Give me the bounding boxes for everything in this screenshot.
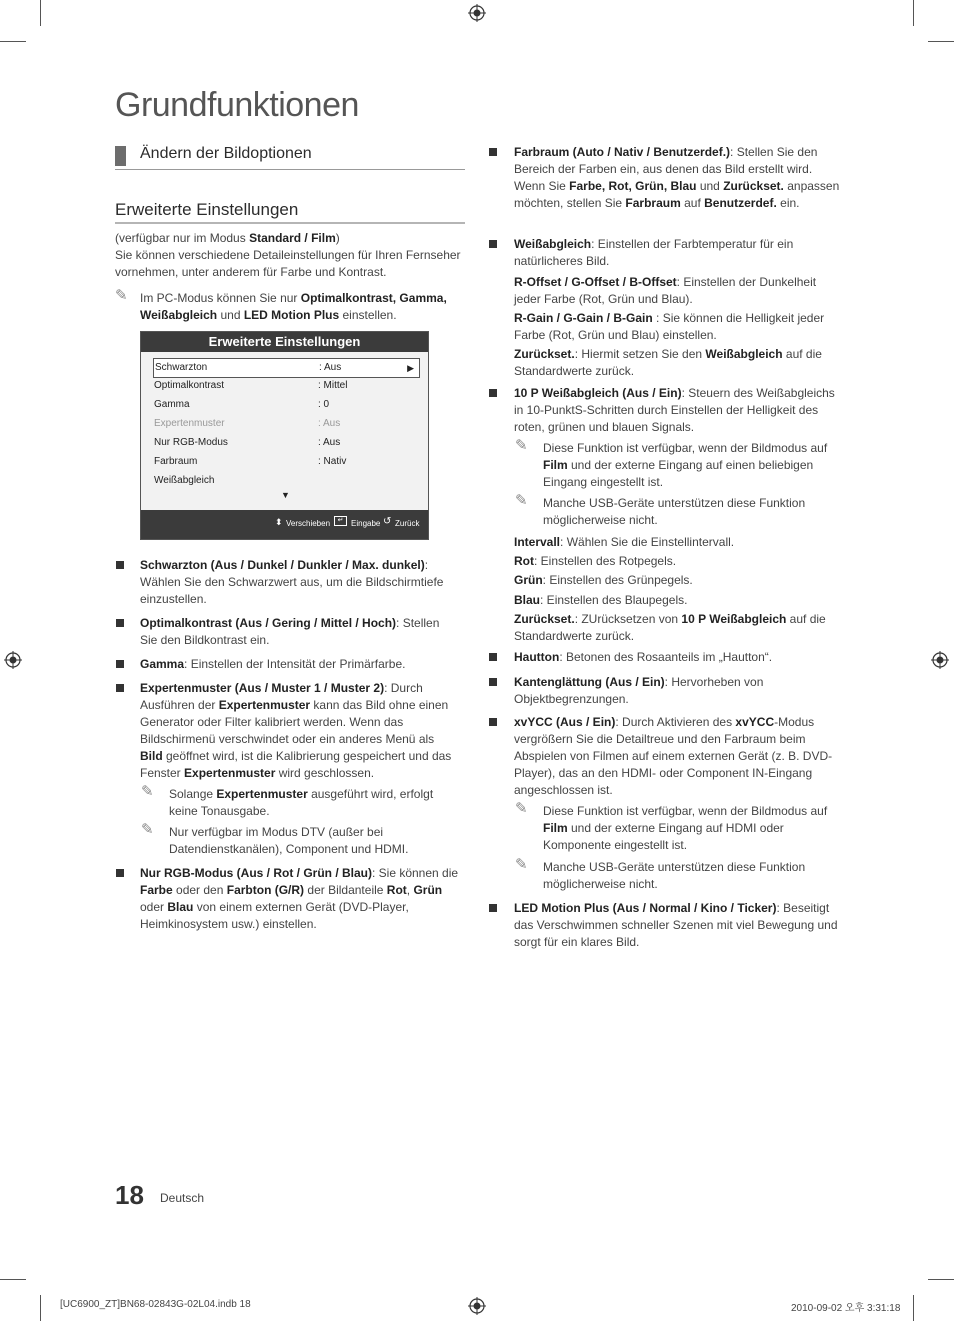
- crop-mark: [0, 41, 26, 42]
- note-icon: ✎: [515, 492, 528, 509]
- crop-mark: [40, 0, 41, 26]
- item-offset: R-Offset / G-Offset / B-Offset: Einstellen der Dunkelheit jeder Farbe (Rot, Grün und Blau).: [514, 275, 817, 306]
- note-icon: ✎: [141, 783, 154, 800]
- section-bar: [115, 146, 126, 166]
- item-reset: Zurückset.: Hiermit setzen Sie den Weißabgleich auf die Standardwerte zurück.: [514, 347, 822, 378]
- menu-row-schwarzton[interactable]: Schwarzton : Aus ▶: [153, 358, 420, 378]
- menu-title: Erweiterte Einstellungen: [141, 332, 428, 352]
- bullet-icon: [489, 678, 497, 686]
- section-header: [115, 144, 465, 170]
- intro-note: Im PC-Modus können Sie nur Optimalkontrast, Gamma, Weißabgleich und LED Motion Plus einstellen.: [140, 291, 447, 322]
- crop-mark: [928, 1279, 954, 1280]
- bullet-icon: [116, 619, 124, 627]
- bullet-icon: [116, 684, 124, 692]
- crop-mark: [40, 1295, 41, 1321]
- item-xvycc: xvYCC (Aus / Ein): Durch Aktivieren des xvYCC-Modus vergrößern Sie die Detailtreue und den Farbraum beim Abspielen von Filmen auf einem externen Gerät (z. B. DVD-Player), das an den HDMI- oder Component IN-Eingang angeschlossen ist.: [514, 715, 833, 797]
- menu-foot-enter: Eingabe: [351, 519, 381, 528]
- item-hautton: Hautton: Betonen des Rosaanteils im „Hautton“.: [514, 650, 773, 664]
- page-title: Grundfunktionen: [115, 86, 359, 124]
- item-schwarzton: Schwarzton (Aus / Dunkel / Dunkler / Max. dunkel): Wählen Sie den Schwarzwert aus, um die Bildschirmtiefe einzustellen.: [140, 558, 444, 606]
- note-xvycc-2: Manche USB-Geräte unterstützen diese Funktion möglicherweise nicht.: [543, 860, 806, 891]
- crop-mark: [913, 0, 914, 26]
- menu-foot-back: Zurück: [395, 519, 420, 528]
- bullet-icon: [489, 240, 497, 248]
- registration-mark-icon: [931, 651, 949, 669]
- bullet-icon: [116, 660, 124, 668]
- item-expertenmuster: Expertenmuster (Aus / Muster 1 / Muster 2): Durch Ausführen der Expertenmuster kann das Bild ohne einen Generator oder Filter kalibriert werden. Wenn das Bildschirmenü verschwindet oder ein anderes Menü als Bild geöffnet wird, ist die Kalibrierung gespeichert und das Fenster Expertenmuster wird geschlossen.: [140, 681, 452, 780]
- item-10p-weissabgleich: 10 P Weißabgleich (Aus / Ein): Steuern des Weißabgleichs in 10-PunktS-Schritten durch Einstellen der Helligkeit des roten, grünen und blauen Signals.: [514, 386, 835, 434]
- item-optimalkontrast: Optimalkontrast (Aus / Gering / Mittel / Hoch): Stellen Sie den Bildkontrast ein.: [140, 616, 440, 647]
- bullet-icon: [489, 718, 497, 726]
- intro-block: [115, 230, 465, 281]
- bullet-icon: [489, 148, 497, 156]
- item-farbraum: Farbraum (Auto / Nativ / Benutzerdef.): Stellen Sie den Bereich der Farben ein, aus denen das Bild erstellt wird. Wenn Sie Farbe, Rot, Grün, Blau und Zurückset. anpassen möchten, stellen Sie Farbraum auf Benutzerdef. ein.: [514, 145, 840, 210]
- note-icon: ✎: [115, 287, 128, 304]
- menu-foot-move: Verschieben: [286, 519, 331, 528]
- note-expert-1: Solange Expertenmuster ausgeführt wird, erfolgt keine Tonausgabe.: [169, 787, 434, 818]
- crop-mark: [928, 41, 954, 42]
- menu-row-expertenmuster: Expertenmuster : Aus: [154, 418, 341, 429]
- note-xvycc-1: Diese Funktion ist verfügbar, wenn der Bildmodus auf Film und der externe Eingang auf HDMI oder Komponente eingestellt ist.: [543, 804, 828, 852]
- menu-row-weissabgleich[interactable]: Weißabgleich: [154, 475, 215, 486]
- footer-date: 2010-09-02 오후 3:31:18: [791, 1303, 901, 1314]
- page-language: Deutsch: [160, 1191, 205, 1205]
- note-expert-2: Nur verfügbar im Modus DTV (außer bei Datendienstkanälen), Component und HDMI.: [169, 825, 409, 856]
- bullet-icon: [116, 869, 124, 877]
- menu-row-farbraum[interactable]: Farbraum : Nativ: [154, 456, 347, 467]
- bullet-icon: [489, 389, 497, 397]
- note-10p-1: Diese Funktion ist verfügbar, wenn der Bildmodus auf Film und der externe Eingang auf einen beliebigen Eingang eingestellt ist.: [543, 441, 828, 489]
- item-kantenglaettung: Kantenglättung (Aus / Ein): Hervorheben von Objektbegrenzungen.: [514, 675, 764, 706]
- footer-filename: [UC6900_ZT]BN68-02843G-02L04.indb 18: [60, 1299, 251, 1310]
- arrow-right-icon: ▶: [407, 363, 414, 373]
- updown-icon: ⬍: [275, 517, 283, 527]
- item-gain: R-Gain / G-Gain / B-Gain : Sie können die Helligkeit jeder Farbe (Rot, Grün und Blau) einstellen.: [514, 311, 825, 342]
- item-gruen: Grün: Einstellen des Grünpegels.: [514, 573, 693, 587]
- registration-mark-icon: [468, 1297, 486, 1315]
- return-icon: ↺: [383, 516, 392, 527]
- note-icon: ✎: [515, 856, 528, 873]
- registration-mark-icon: [468, 4, 486, 22]
- item-weissabgleich: Weißabgleich: Einstellen der Farbtemperatur für ein natürlicheres Bild.: [514, 237, 794, 268]
- item-reset-10p: Zurückset.: ZUrücksetzen von 10 P Weißabgleich auf die Standardwerte zurück.: [514, 612, 826, 643]
- note-10p-2: Manche USB-Geräte unterstützen diese Funktion möglicherweise nicht.: [543, 496, 806, 527]
- item-nur-rgb: Nur RGB-Modus (Aus / Rot / Grün / Blau): Sie können die Farbe oder den Farbton (G/R) der Bildanteile Rot, Grün oder Blau von einem externen Gerät (DVD-Player, Heimkinosystem usw.) einstellen.: [140, 866, 459, 931]
- note-icon: ✎: [515, 437, 528, 454]
- bullet-icon: [116, 561, 124, 569]
- subheading: Erweiterte Einstellungen: [115, 200, 465, 224]
- menu-row-gamma[interactable]: Gamma : 0: [154, 399, 330, 410]
- bullet-icon: [489, 653, 497, 661]
- item-intervall: Intervall: Wählen Sie die Einstellintervall.: [514, 535, 735, 549]
- bullet-icon: [489, 904, 497, 912]
- availability-text: (verfügbar nur im Modus Standard / Film): [115, 231, 340, 245]
- item-blau: Blau: Einstellen des Blaupegels.: [514, 593, 688, 607]
- item-gamma: Gamma: Einstellen der Intensität der Primärfarbe.: [140, 657, 406, 671]
- note-icon: ✎: [515, 800, 528, 817]
- crop-mark: [913, 1295, 914, 1321]
- settings-menu: [140, 331, 429, 540]
- item-rot: Rot: Einstellen des Rotpegels.: [514, 554, 677, 568]
- crop-mark: [0, 1279, 26, 1280]
- item-led-motion-plus: LED Motion Plus (Aus / Normal / Kino / Ticker): Beseitigt das Verschwimmen schneller Szenen mit viel Bewegung und sorgt für ein klares Bild.: [514, 901, 838, 949]
- scroll-down-icon[interactable]: ▼: [281, 490, 290, 500]
- page-number: 18: [115, 1180, 144, 1210]
- section-title: Ändern der Bildoptionen: [140, 145, 312, 162]
- enter-icon: ↵: [334, 516, 347, 526]
- menu-row-nur-rgb[interactable]: Nur RGB-Modus : Aus: [154, 437, 341, 448]
- note-icon: ✎: [141, 821, 154, 838]
- menu-footer: [141, 510, 428, 539]
- registration-mark-icon: [4, 651, 22, 669]
- menu-row-optimalkontrast[interactable]: Optimalkontrast : Mittel: [154, 380, 348, 391]
- intro-desc: Sie können verschiedene Detaileinstellungen für Ihren Fernseher vornehmen, unter anderem für Farbe und Kontrast.: [115, 248, 461, 279]
